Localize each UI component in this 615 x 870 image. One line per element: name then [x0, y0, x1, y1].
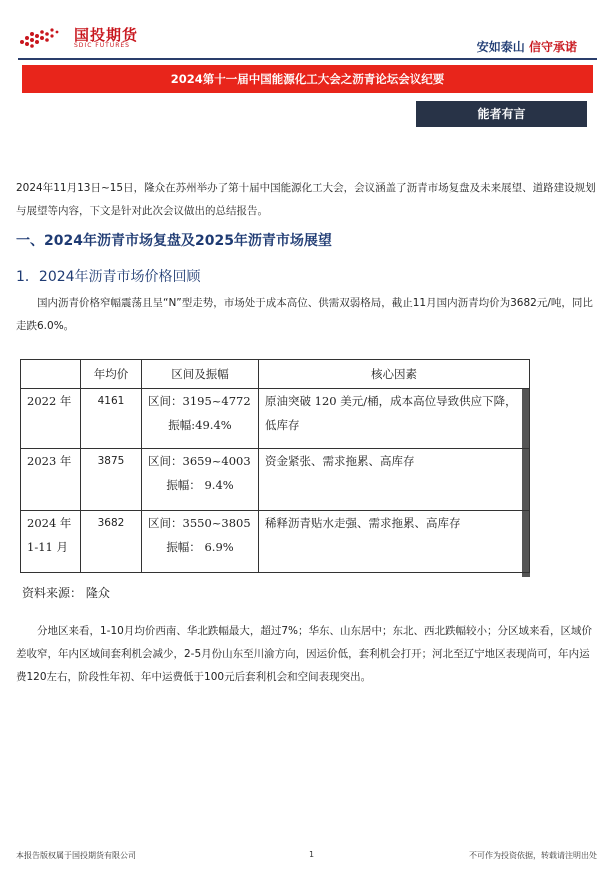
column-badge: 能者有言	[416, 101, 587, 127]
report-title-banner: 2024第十一届中国能源化工大会之沥青论坛会议纪要	[22, 65, 593, 93]
year-label: 2024 年	[27, 516, 72, 530]
intro-paragraph: 2024年11月13日~15日，隆众在苏州举办了第十届中国能源化工大会，会议涵盖了沥青市场复盘及未来展望、道路建设规划与展望等内容，下文是针对此次会议做出的总结报告。	[16, 182, 596, 217]
factor-cell	[259, 511, 530, 573]
year-label-2: 1-11 月	[27, 540, 68, 554]
section-heading: 一、2024年沥青市场复盘及2025年沥青市场展望	[16, 233, 332, 249]
year-label: 2023 年	[27, 454, 72, 468]
logo-subtitle: SDIC FUTURES	[74, 42, 130, 49]
logo-mark-icon	[18, 26, 64, 48]
avg-cell	[81, 511, 142, 573]
table-header-row	[21, 360, 530, 389]
header-factor: 核心因素	[259, 360, 530, 389]
amplitude-value: 振幅： 6.9%	[166, 540, 234, 554]
table-source: 资料来源： 隆众	[22, 586, 110, 600]
factor-text: 稀释沥青贴水走强、需求拖累、高库存	[265, 516, 461, 530]
header-year	[21, 360, 81, 389]
regional-paragraph: 分地区来看，1-10月均价西南、华北跌幅最大，超过7%；华东、山东居中；东北、西北跌幅较小；分区域来看，区域价差收窄，年内区域间套利机会减少，2-5月份山东至川渝方向，因运价低，套利机会打开；河北至辽宁地区表现尚可，年内运费120左右，阶段性年初、年中运费低于100元后套利机会和空间表现突出。	[16, 625, 592, 683]
logo-name: 国投期货	[74, 26, 139, 44]
avg-value: 3875	[97, 455, 125, 467]
table-row	[21, 511, 530, 573]
company-logo	[18, 22, 148, 54]
avg-cell	[81, 389, 142, 449]
avg-value: 4161	[97, 395, 125, 407]
table-row	[21, 449, 530, 511]
year-label: 2022 年	[27, 394, 72, 408]
year-cell	[21, 449, 81, 511]
amplitude-value: 振幅： 9.4%	[166, 478, 234, 492]
slogan-part1: 安如泰山	[476, 40, 525, 54]
range-value: 区间：3550~3805	[148, 516, 251, 530]
factor-cell	[259, 389, 530, 449]
range-cell	[142, 389, 259, 449]
range-cell	[142, 511, 259, 573]
price-review-paragraph: 国内沥青价格窄幅震荡且呈“N”型走势，市场处于成本高位、供需双弱格局，截止11月国内沥青均价为3682元/吨，同比走跌6.0%。	[16, 297, 593, 332]
footer-disclaimer: 不可作为投资依据，转载请注明出处	[469, 851, 597, 860]
year-cell	[21, 389, 81, 449]
year-cell	[21, 511, 81, 573]
header-range: 区间及振幅	[142, 360, 259, 389]
range-value: 区间：3195~4772	[148, 394, 251, 408]
avg-value: 3682	[97, 517, 125, 529]
subsection-heading: 1．2024年沥青市场价格回顾	[16, 269, 201, 285]
factor-cell	[259, 449, 530, 511]
page-number: 1	[309, 850, 315, 859]
table-row	[21, 389, 530, 449]
header-avg: 年均价	[81, 360, 142, 389]
price-table	[20, 359, 530, 573]
range-value: 区间：3659~4003	[148, 454, 251, 468]
factor-text: 原油突破 120 美元/桶，成本高位导致供应下降，低库存	[265, 394, 517, 432]
amplitude-value: 振幅:49.4%	[168, 418, 232, 432]
avg-cell	[81, 449, 142, 511]
slogan-part2: 信守承诺	[528, 40, 577, 54]
header-divider	[18, 58, 597, 60]
slogan	[477, 38, 577, 55]
factor-text: 资金紧张、需求拖累、高库存	[265, 454, 415, 468]
footer-copyright: 本报告版权属于国投期货有限公司	[16, 851, 136, 860]
range-cell	[142, 449, 259, 511]
